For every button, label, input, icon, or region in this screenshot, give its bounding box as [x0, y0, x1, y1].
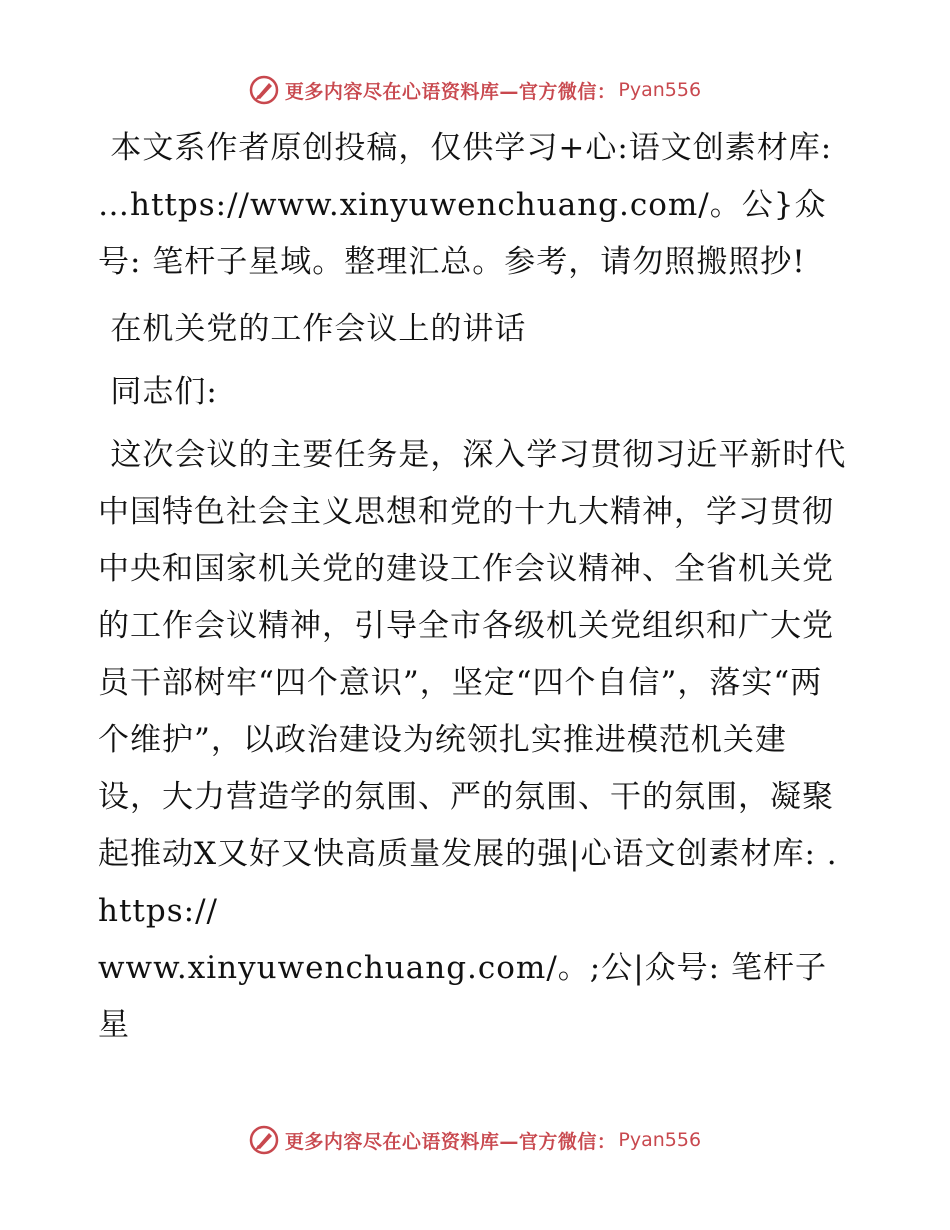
pen-quill-logo-icon: [249, 1125, 279, 1155]
intro-paragraph: 本文系作者原创投稿，仅供学习+心:语文创素材库: …https://www.xinyuwenchuang.com/。公}众号: 笔杆子星域。整理汇总。参考，请勿照搬照抄!: [98, 130, 833, 280]
speech-title: 在机关党的工作会议上的讲话: [110, 311, 527, 347]
document-body: [98, 120, 850, 1060]
footer-watermark-banner: [0, 1120, 950, 1160]
banner-contact: Pyan556: [618, 79, 702, 101]
body-paragraph: 这次会议的主要任务是，深入学习贯彻习近平新时代中国特色社会主义思想和党的十九大精神，学习贯彻中央和国家机关党的建设工作会议精神、全省机关党的工作会议精神，引导全市各级机关党组织和广大党员干部树牢“四个意识”，坚定“四个自信”，落实“两个维护”，以政治建设为统领扎实推进模范机关建设，大力营造学的氛围、严的氛围、干的氛围，凝聚起推动X又好又快高质量发展的强|心语文创素材库: .https://: [98, 437, 847, 929]
body-paragraph-tail: www.xinyuwenchuang.com/。;公|众号: 笔杆子星: [98, 950, 827, 1043]
header-watermark-banner: [0, 70, 950, 110]
banner-text: 更多内容尽在心语资料库—官方微信：: [284, 80, 617, 103]
pen-quill-logo-icon: [249, 75, 279, 105]
banner-contact: Pyan556: [618, 1129, 702, 1151]
banner-text: 更多内容尽在心语资料库—官方微信：: [284, 1130, 617, 1153]
greeting: 同志们:: [110, 374, 218, 410]
